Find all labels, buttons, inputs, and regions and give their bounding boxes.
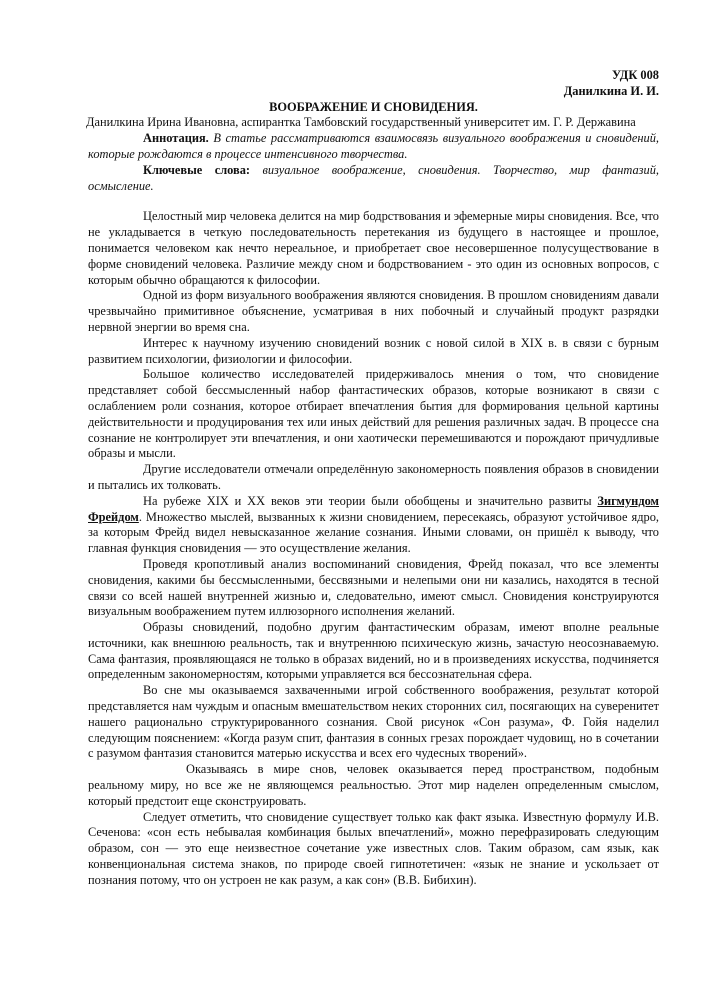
abstract xyxy=(88,131,659,163)
paragraph-11: Следует отметить, что сновидение существует только как факт языка. Известную формулу И.В. Сеченова: «сон есть небывалая комбинация былых впечатлений», можно перефразировать следующим образом, сон — это еще неизвестное сочетание уже известных слов. Таким образом, сам язык, как конвенциональная система знаков, по природе своей гипнотетичен: «язык не знание и ускользает от познания потому, что он устроен не как разум, а как сон» (В.В. Бибихин). xyxy=(88,809,659,887)
paragraph-2: Одной из форм визуального воображения являются сновидения. В прошлом сновидениям давали чрезвычайно примитивное объяснение, усматривая в них побочный и случайный продукт разрядки нервной энергии во время сна. xyxy=(88,288,659,334)
freud-name: Зигмундом Фрейдом xyxy=(88,493,659,524)
paragraph-6-start: На рубеже XIX и XX веков эти теории были обобщены и значительно развиты xyxy=(143,493,598,508)
article-title-suffix: . xyxy=(474,99,478,114)
udk-code: УДК 008 xyxy=(611,68,659,82)
author-short: Данилкина И. И. xyxy=(563,83,659,98)
paragraph-1: Целостный мир человека делится на мир бодрствования и эфемерные миры сновидения. Все, что не укладывается в четкую последовательность перетекания из будущего в настоящее и прошлое, понимается человеком как нечто нереальное, и приобретает свое несовершенное полусуществование в форме сновидений человека. Различие между сном и бодрствованием - это один из основных вопросов, с которым обычно обращаются к философии. xyxy=(88,209,659,287)
keywords-label: Ключевые слова: xyxy=(143,162,251,177)
article-title-text: ВООБРАЖЕНИЕ И СНОВИДЕНИЯ xyxy=(269,99,475,114)
paragraph-7: Проведя кропотливый анализ воспоминаний сновидения, Фрейд показал, что все элементы сновидения, какими бы бессмысленными, бессвязными и нелепыми они ни казались, находятся в тесной связи со всей нашей внутренней жизнью и, следовательно, имеют смысл. Сновидения конструируются визуальным воображением путем иллюзорного исполнения желаний. xyxy=(88,556,659,619)
keywords xyxy=(88,163,659,195)
keywords-text: визуальное воображение, сновидения. Творчество, мир фантазий, осмысление. xyxy=(88,162,660,193)
paragraph-6 xyxy=(88,494,659,557)
abstract-text: В статье рассматриваются взаимосвязь визуального воображения и сновидений, которые рождаются в процессе интенсивного творчества. xyxy=(88,131,659,161)
paragraph-5: Другие исследователи отмечали определённую закономерность появления образов в сновидении и пытались их толковать. xyxy=(88,462,659,492)
paragraph-9: Во сне мы оказываемся захваченными игрой собственного воображения, результат которой представляется нам чуждым и опасным вмешательством неких сторонних сил, посягающих на суверенитет нашего рационально структурированного сознания. Свой рисунок «Сон разума», Ф. Гойя наделил следующим пояснением: «Когда разум спит, фантазия в сонных грезах порождает чудовищ, но в сочетании с разумом фантазия становится матерью искусства и всех его чудесных творений». xyxy=(88,683,659,761)
article-title xyxy=(88,100,659,116)
spacer xyxy=(88,194,659,209)
author-affiliation: Данилкина Ирина Ивановна, аспирантка Тамбовский государственный университет им. Г. Р. Державина xyxy=(86,115,636,130)
paragraph-3: Интерес к научному изучению сновидений возник с новой силой в XIX в. в связи с бурным развитием психологии, физиологии и философии. xyxy=(88,335,659,366)
paragraph-6-end: . Множество мыслей, вызванных к жизни сновидением, пересекаясь, образуют устойчивое ядро, за которым Фрейд видел невысказанное желание сознания. Иными словами, он пришёл к выводу, что главная функция сновидения — это осуществление желания. xyxy=(88,509,659,556)
abstract-label: Аннотация. xyxy=(143,131,209,146)
paragraph-4: Большое количество исследователей придерживалось мнения о том, что сновидение представляет собой бессмысленный набор фантастических образов, которые возникают в связи с ослаблением роли сознания, которое отбирает впечатления бытия для формирования цельной картины действительности и продуцирования тех или иных действий для решения различных задач. В процессе сна сознание не контролирует эти впечатления, и они хаотически перемешиваются и порождают причудливые образы и мысли. xyxy=(88,367,659,461)
paragraph-8: Образы сновидений, подобно другим фантастическим образам, имеют вполне реальные источники, как внешнюю реальность, так и внутреннюю психическую жизнь, зачастую неосознаваемую. Сама фантазия, проявляющаяся не только в образах видений, но и в произведениях искусства, подчиняется определенным закономерностям, которыми управляется вся бессознательная сфера. xyxy=(88,620,659,682)
paragraph-10: Оказываясь в мире снов, человек оказывается перед пространством, подобным реальному миру, но все же не являющемся реальностью. Этот мир наделен определенным смыслом, который предстоит еще сконструировать. xyxy=(88,762,659,808)
